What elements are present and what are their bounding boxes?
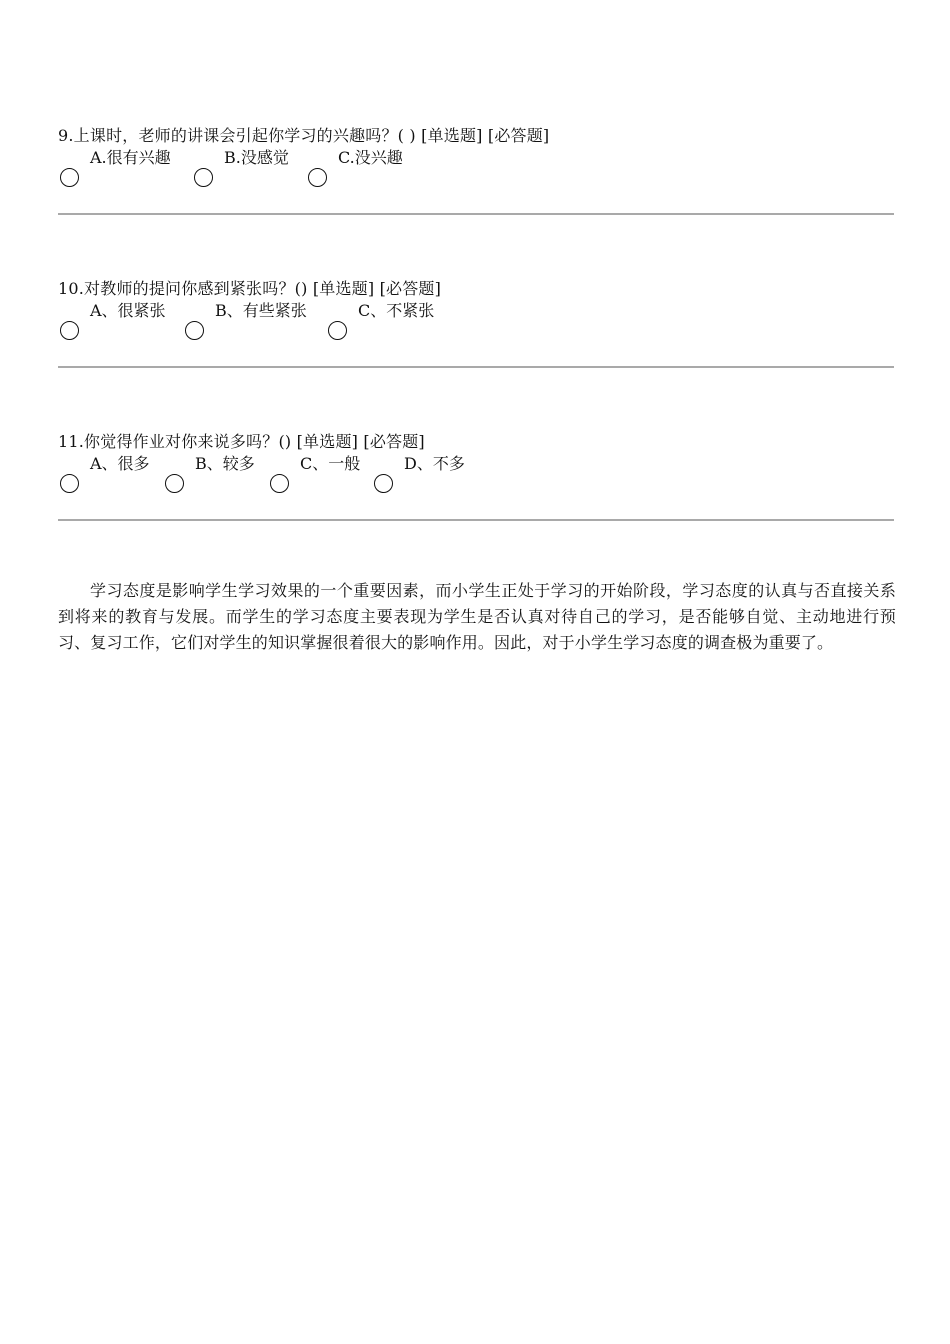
- radio-button[interactable]: [194, 168, 213, 187]
- question-title: 10.对教师的提问你感到紧张吗？() [单选题] [必答题]: [58, 279, 442, 298]
- radio-button[interactable]: [60, 168, 79, 187]
- question-divider: [58, 366, 894, 368]
- option-label: C、不紧张: [358, 301, 435, 320]
- question-divider: [58, 519, 894, 521]
- question-divider: [58, 213, 894, 215]
- radio-button[interactable]: [270, 474, 289, 493]
- option-label: A、很多: [90, 454, 150, 473]
- option-label: A、很紧张: [90, 301, 166, 320]
- radio-button[interactable]: [165, 474, 184, 493]
- option-label: C、一般: [300, 454, 361, 473]
- option-label: D、不多: [404, 454, 465, 473]
- option-label: B.没感觉: [224, 148, 289, 167]
- option-label: B、有些紧张: [215, 301, 307, 320]
- body-paragraph: 学习态度是影响学生学习效果的一个重要因素，而小学生正处于学习的开始阶段，学习态度的认真与否直接关系到将来的教育与发展。而学生的学习态度主要表现为学生是否认真对待自己的学习，是否能够自觉、主动地进行预习、复习工作，它们对学生的知识掌握很着很大的影响作用。因此，对于小学生学习态度的调查极为重要了。: [58, 581, 896, 652]
- radio-button[interactable]: [60, 321, 79, 340]
- radio-button[interactable]: [328, 321, 347, 340]
- radio-button[interactable]: [374, 474, 393, 493]
- question-title: 11.你觉得作业对你来说多吗？() [单选题] [必答题]: [58, 432, 425, 451]
- option-label: A.很有兴趣: [90, 148, 171, 167]
- option-label: C.没兴趣: [338, 148, 403, 167]
- option-label: B、较多: [195, 454, 255, 473]
- radio-button[interactable]: [185, 321, 204, 340]
- question-title: 9.上课时，老师的讲课会引起你学习的兴趣吗？( ) [单选题] [必答题]: [58, 126, 550, 145]
- radio-button[interactable]: [60, 474, 79, 493]
- radio-button[interactable]: [308, 168, 327, 187]
